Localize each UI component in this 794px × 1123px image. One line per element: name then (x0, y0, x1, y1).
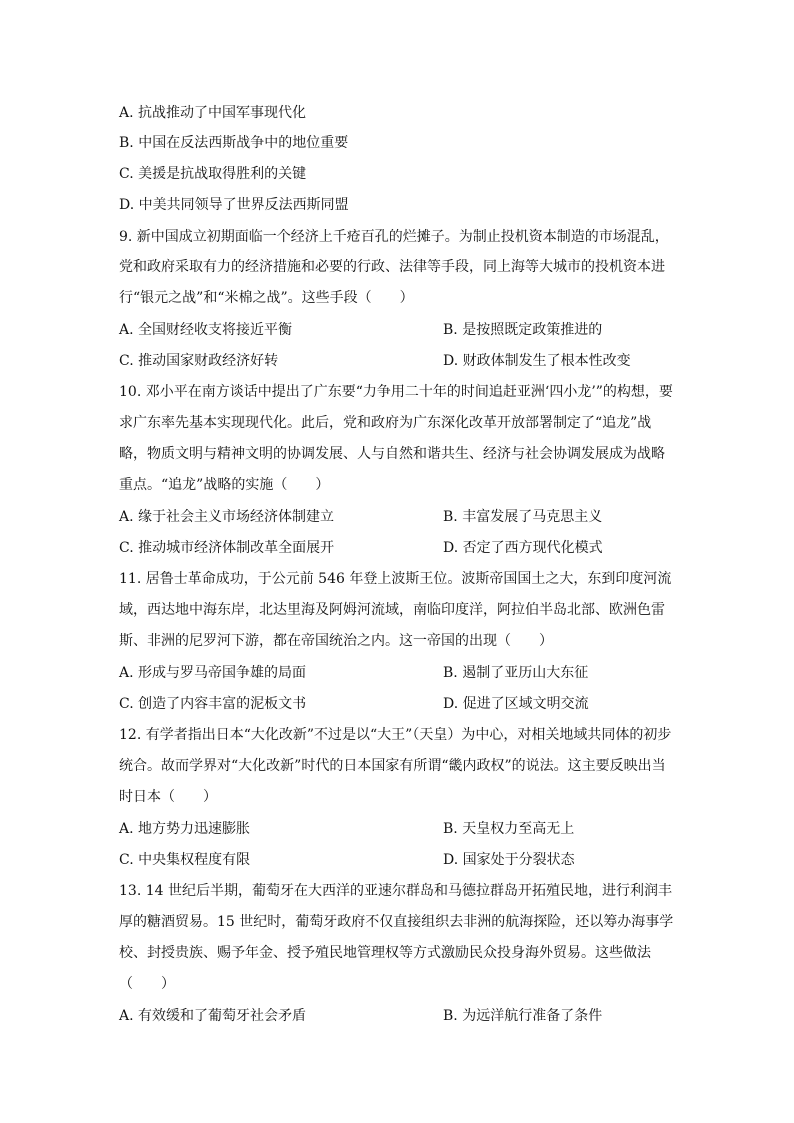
q12-option-c: C. 中央集权程度有限 (119, 852, 251, 868)
q11-option-d: D. 促进了区域文明交流 (443, 696, 589, 712)
q9-option-c: C. 推动国家财政经济好转 (119, 353, 279, 369)
q13-stem-line-3: 校、封授贵族、赐予年金、授予殖民地管理权等方式激励民众投身海外贸易。这些做法 (119, 945, 651, 961)
q10-options-row-2 (119, 538, 679, 558)
q9-stem-line-1: 9. 新中国成立初期面临一个经济上千疮百孔的烂摊子。为制止投机资本制造的市场混乱， (119, 229, 669, 245)
q10-option-c: C. 推动城市经济体制改革全面展开 (119, 540, 335, 556)
q11-option-a: A. 形成与罗马帝国争雄的局面 (119, 665, 307, 681)
q8-option-d: D. 中美共同领导了世界反法西斯同盟 (119, 197, 349, 213)
q12-option-a: A. 地方势力迅速膨胀 (119, 821, 251, 837)
q11-stem-line-3: 斯、非洲的尼罗河下游，都在帝国统治之内。这一帝国的出现（ ） (119, 633, 553, 649)
q13-stem-line-2: 厚的糖酒贸易。15 世纪时，葡萄牙政府不仅直接组织去非洲的航海探险，还以筹办海事学 (119, 914, 674, 930)
q12-stem-line-3: 时日本（ ） (119, 789, 217, 805)
q10-options-row-1 (119, 507, 679, 527)
q11-option-b: B. 遏制了亚历山大东征 (443, 665, 589, 681)
q9-option-a: A. 全国财经收支将接近平衡 (119, 322, 293, 338)
q8-option-b: B. 中国在反法西斯战争中的地位重要 (119, 135, 349, 151)
q13-option-a: A. 有效缓和了葡萄牙社会矛盾 (119, 1008, 307, 1024)
q13-stem-line-4: （ ） (119, 976, 175, 992)
q12-options-row-1 (119, 819, 679, 839)
q10-option-b: B. 丰富发展了马克思主义 (443, 509, 603, 525)
q9-options-row-2 (119, 351, 679, 371)
q9-options-row-1 (119, 320, 679, 340)
q12-option-b: B. 天皇权力至高无上 (443, 821, 575, 837)
q9-stem-line-3: 行“银元之战”和“米棉之战”。这些手段（ ） (119, 290, 414, 306)
q10-option-d: D. 否定了西方现代化模式 (443, 540, 603, 556)
q11-option-c: C. 创造了内容丰富的泥板文书 (119, 696, 307, 712)
q12-options-row-2 (119, 850, 679, 870)
q8-option-c: C. 美援是抗战取得胜利的关键 (119, 166, 307, 182)
q12-option-d: D. 国家处于分裂状态 (443, 852, 575, 868)
q13-option-b: B. 为远洋航行准备了条件 (443, 1008, 603, 1024)
q9-option-b: B. 是按照既定政策推进的 (443, 322, 603, 338)
q8-option-a: A. 抗战推动了中国军事现代化 (119, 105, 307, 121)
q11-options-row-2 (119, 694, 679, 714)
q13-options-row-1 (119, 1006, 679, 1026)
q10-stem-line-4: 重点。“追龙”战略的实施（ ） (119, 477, 330, 493)
q10-stem-line-3: 略，物质文明与精神文明的协调发展、人与自然和谐共生、经济与社会协调发展成为战略 (119, 446, 665, 462)
q10-option-a: A. 缘于社会主义市场经济体制建立 (119, 509, 335, 525)
q9-option-d: D. 财政体制发生了根本性改变 (443, 353, 631, 369)
q10-stem-line-2: 求广东率先基本实现现代化。此后，党和政府为广东深化改革开放部署制定了“追龙”战 (119, 415, 652, 431)
q13-stem-line-1: 13. 14 世纪后半期，葡萄牙在大西洋的亚速尔群岛和马德拉群岛开拓殖民地，进行利润丰 (119, 883, 672, 899)
q9-stem-line-2: 党和政府采取有力的经济措施和必要的行政、法律等手段，同上海等大城市的投机资本进 (119, 259, 665, 275)
q11-stem-line-2: 域，西达地中海东岸，北达里海及阿姆河流域，南临印度洋，阿拉伯半岛北部、欧洲色雷 (119, 602, 665, 618)
q11-options-row-1 (119, 663, 679, 683)
q11-stem-line-1: 11. 居鲁士革命成功，于公元前 546 年登上波斯王位。波斯帝国国土之大，东到印度河流 (119, 571, 672, 587)
q12-stem-line-2: 统合。故而学界对“大化改新”时代的日本国家有所谓“畿内政权”的说法。这主要反映出当 (119, 758, 666, 774)
q10-stem-line-1: 10. 邓小平在南方谈话中提出了广东要“力争用二十年的时间追赶亚洲‘四小龙’”的构想，要 (119, 384, 673, 400)
q12-stem-line-1: 12. 有学者指出日本“大化改新”不过是以“大王”（天皇）为中心，对相关地域共同体的初步 (119, 727, 672, 743)
